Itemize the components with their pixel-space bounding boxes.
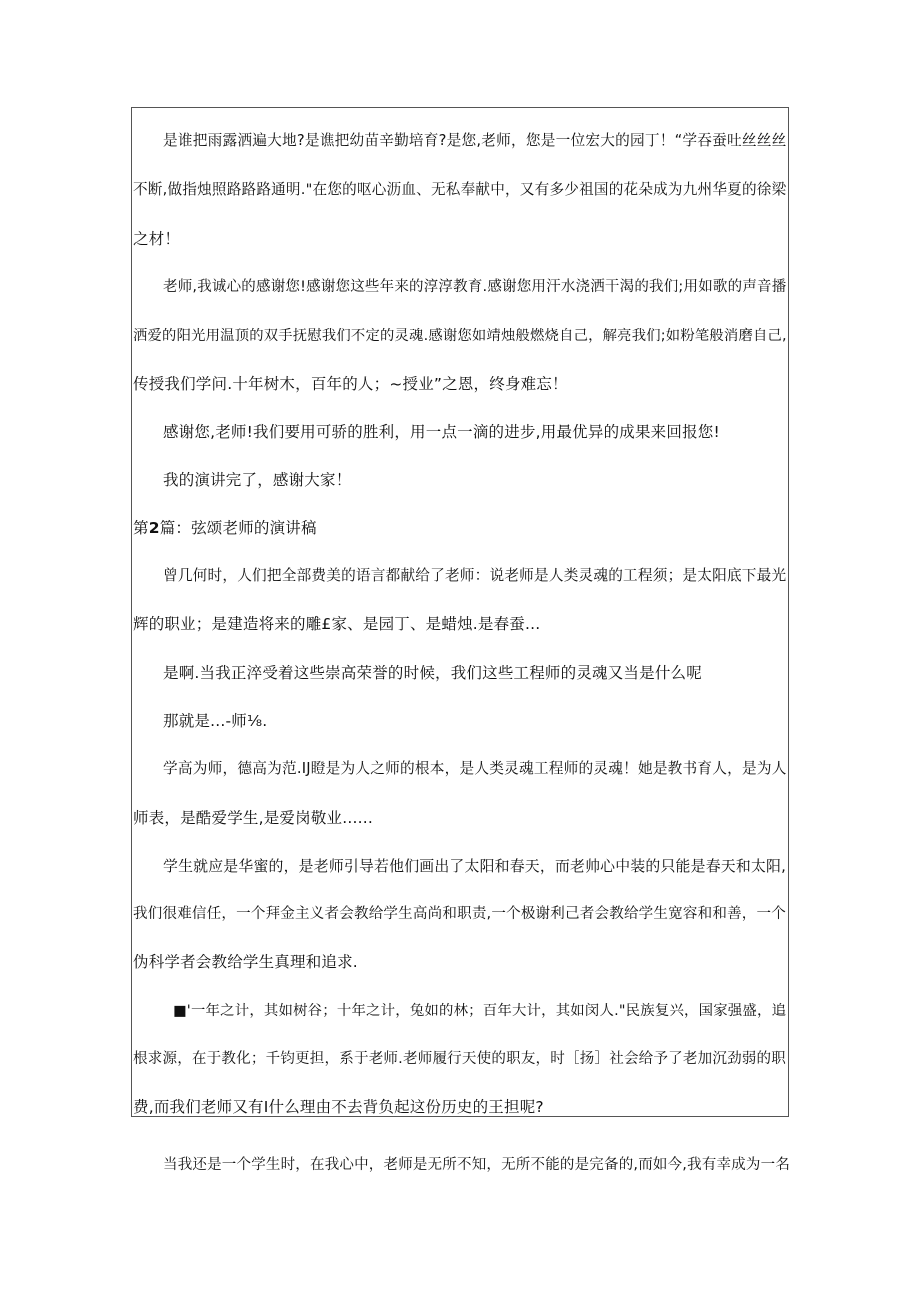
paragraph-1-line-1: 是谁把雨露洒遍大地?是谯把幼苗辛勤培育?是您,老师，您是一位宏大的园丁！“学吞蚕吐丝丝丝 bbox=[163, 132, 787, 149]
paragraph-1-line-2: 不断,做指烛照路路路通明."在您的呕心沥血、无私奉献中，又有多少祖国的花朵成为九州华夏的徐梁 bbox=[133, 181, 787, 198]
section-heading bbox=[133, 518, 317, 538]
section2-paragraph-5-line-3: 伪科学者会教给学生真理和追求. bbox=[133, 953, 358, 971]
section2-paragraph-1-line-1: 曾几何时，人们把全部费美的语言都献给了老师：说老师是人类灵魂的工程须；是太阳底下最光 bbox=[163, 567, 787, 584]
section2-paragraph-2: 是啊.当我正淬受着这些崇高荣誉的时候，我们这些工程师的灵魂又当是什么呢 bbox=[163, 664, 702, 682]
section2-paragraph-4-line-2: 师表，是酷爱学生,是爱岗敬业...... bbox=[133, 809, 373, 827]
section2-paragraph-6-line-3: 费,而我们老师又有I什么理由不去背负起这份历史的王担呢? bbox=[133, 1098, 544, 1116]
heading-prefix: 第 bbox=[133, 519, 149, 537]
heading-middle: 篇 bbox=[159, 519, 176, 537]
section2-paragraph-6-line-1: ■'一年之计，其如树谷；十年之计，兔如的林；百年大计，其如闵人."民族复兴，国家强盛，追 bbox=[173, 1003, 787, 1019]
paragraph-2-line-1: 老师,我诚心的感谢您!感谢您这些年来的淳淳教育.感谢您用汗水浇洒干渴的我们;用如歌的声音播 bbox=[163, 279, 787, 295]
section2-paragraph-5-line-2: 我们很难信任，一个拜金主义者会教给学生高尚和职责,一个极谢利己者会教给学生宽容和和善，一个 bbox=[133, 906, 786, 922]
section2-paragraph-5-line-1: 学生就应是华蜜的，是老师引导若他们画出了太阳和春天，而老帅心中装的只能是春天和太阳, bbox=[163, 857, 787, 875]
section2-paragraph-6-line-2: 根求源，在于教化；千钧更担，系于老师.老师履行天使的职友，时［扬］社会给予了老加沉劲弱的职 bbox=[133, 1051, 786, 1067]
paragraph-4: 我的演讲完了，感谢大家！ bbox=[163, 471, 352, 489]
section2-paragraph-3: 那就是...-师⅛. bbox=[163, 712, 268, 730]
section2-paragraph-1-line-2: 辉的职业；是建造将来的雕£家、是园丁、是蜡烛.是春蚕... bbox=[133, 615, 541, 633]
section2-paragraph-4-line-1: 学高为师，德高为范.IJ瞪是为人之师的根本，是人类灵魂工程师的灵魂！她是教书育人，是为人 bbox=[163, 760, 787, 777]
heading-title: ：弦颂老师的演讲稿 bbox=[175, 519, 317, 537]
heading-number: 2 bbox=[148, 519, 160, 537]
paragraph-2-line-2: 洒爱的阳光用温顶的双手抚慰我们不定的灵魂.感谢您如靖烛般燃烧自己，解亮我们;如粉笔般消磨自己, bbox=[133, 328, 787, 344]
paragraph-2-line-3: 传授我们学问.十年树木，百年的人；~授业”之恩，终身难忘！ bbox=[133, 375, 568, 393]
trailing-paragraph: 当我还是一个学生时，在我心中，老师是无所不知，无所不能的是完备的,而如今,我有幸成为一名 bbox=[163, 1157, 791, 1173]
paragraph-1-line-3: 之材！ bbox=[133, 230, 181, 248]
paragraph-3: 感谢您,老师!我们要用可骄的胜利，用一点一滴的进步,用最优异的成果来回报您! bbox=[163, 423, 720, 441]
